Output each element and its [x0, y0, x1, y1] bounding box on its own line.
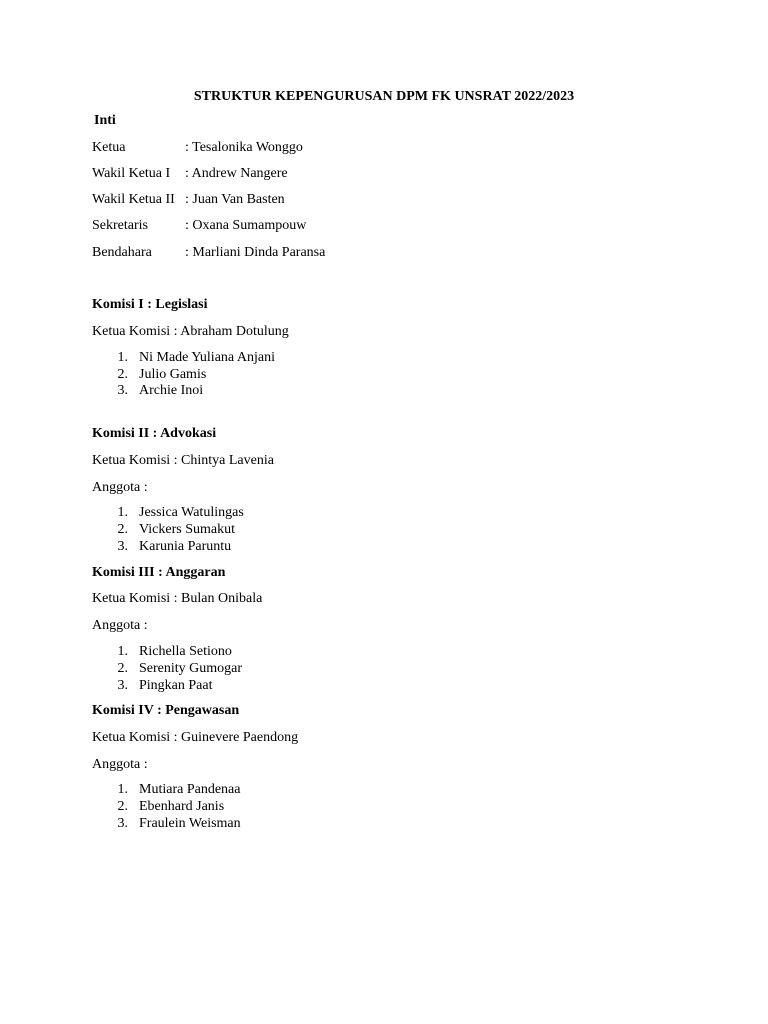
list-number: 2.: [117, 367, 128, 382]
member-name: Pingkan Paat: [139, 678, 213, 693]
anggota-label: Anggota :: [92, 480, 148, 495]
inti-role-value: : Oxana Sumampouw: [185, 218, 307, 233]
komisi-heading: Komisi IV : Pengawasan: [92, 703, 240, 718]
komisi-heading: Komisi I : Legislasi: [92, 297, 208, 312]
ketua-komisi-line: Ketua Komisi : Chintya Lavenia: [92, 453, 274, 468]
komisi-heading: Komisi II : Advokasi: [92, 426, 217, 441]
list-number: 2.: [117, 661, 128, 676]
member-name: Ebenhard Janis: [139, 799, 225, 814]
member-name: Ni Made Yuliana Anjani: [139, 350, 275, 365]
list-number: 1.: [117, 505, 128, 520]
member-name: Archie Inoi: [139, 383, 204, 398]
list-number: 3.: [117, 539, 128, 554]
member-name: Serenity Gumogar: [139, 661, 243, 676]
inti-role-label: Wakil Ketua II: [92, 192, 175, 207]
komisi-heading: Komisi III : Anggaran: [92, 565, 226, 580]
member-name: Julio Gamis: [139, 367, 207, 382]
inti-role-value: : Juan Van Basten: [185, 192, 285, 207]
ketua-komisi-line: Ketua Komisi : Bulan Onibala: [92, 591, 263, 606]
document-title: STRUKTUR KEPENGURUSAN DPM FK UNSRAT 2022/2023: [193, 89, 575, 104]
inti-role-label: Sekretaris: [92, 218, 148, 233]
anggota-label: Anggota :: [92, 618, 148, 633]
list-number: 1.: [117, 644, 128, 659]
member-name: Vickers Sumakut: [139, 522, 235, 537]
inti-role-value: : Marliani Dinda Paransa: [185, 245, 326, 260]
member-name: Jessica Watulingas: [139, 505, 244, 520]
ketua-komisi-line: Ketua Komisi : Abraham Dotulung: [92, 324, 289, 339]
list-number: 2.: [117, 522, 128, 537]
inti-heading: Inti: [94, 113, 116, 128]
inti-role-label: Ketua: [92, 140, 126, 155]
member-name: Fraulein Weisman: [139, 816, 241, 831]
ketua-komisi-line: Ketua Komisi : Guinevere Paendong: [92, 730, 299, 745]
list-number: 1.: [117, 782, 128, 797]
member-name: Mutiara Pandenaa: [139, 782, 241, 797]
list-number: 3.: [117, 816, 128, 831]
list-number: 2.: [117, 799, 128, 814]
member-name: Karunia Paruntu: [139, 539, 232, 554]
list-number: 3.: [117, 383, 128, 398]
inti-role-value: : Andrew Nangere: [185, 166, 288, 181]
list-number: 1.: [117, 350, 128, 365]
member-name: Richella Setiono: [139, 644, 232, 659]
list-number: 3.: [117, 678, 128, 693]
inti-role-label: Wakil Ketua I: [92, 166, 171, 181]
inti-role-value: : Tesalonika Wonggo: [185, 140, 303, 155]
inti-role-label: Bendahara: [92, 245, 152, 260]
anggota-label: Anggota :: [92, 757, 148, 772]
